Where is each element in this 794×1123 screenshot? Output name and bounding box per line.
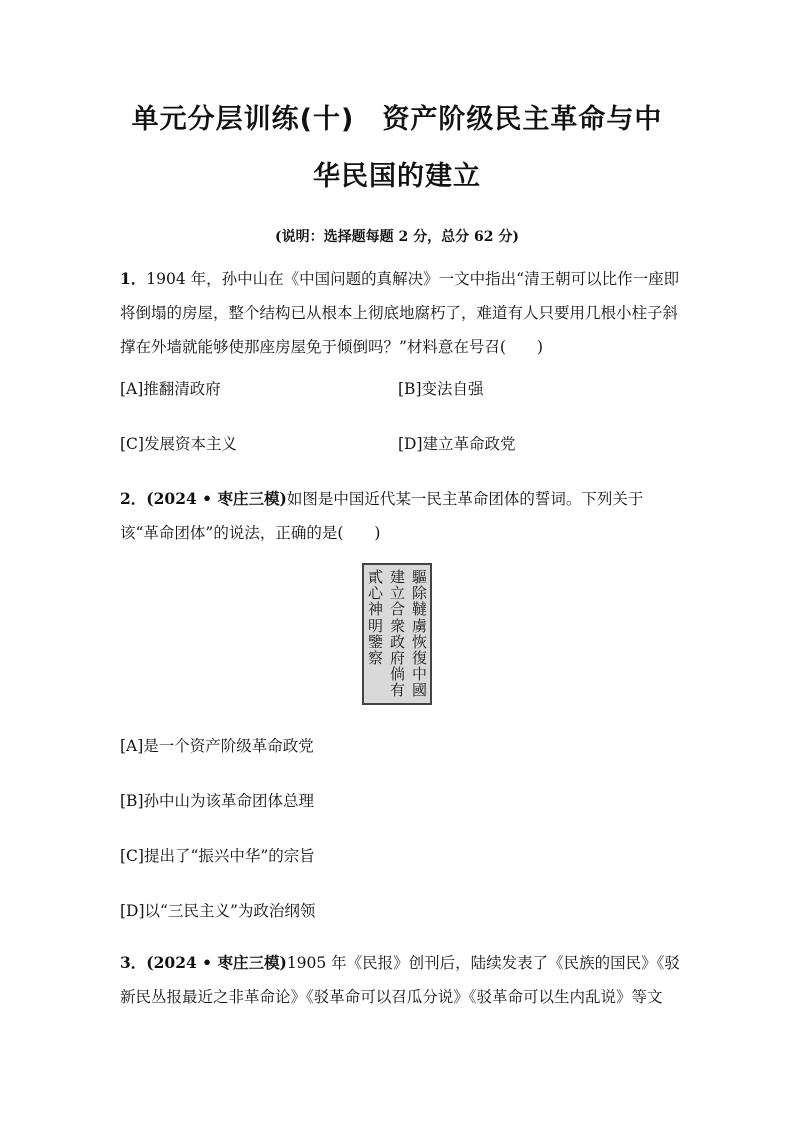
- oath-column-3: 貳心神明鑒察: [367, 568, 383, 668]
- question-1-option-d: [D]建立革命政党: [398, 435, 516, 453]
- question-3-number: 3．: [120, 953, 147, 972]
- question-3-text: 1905 年《民报》创刊后，陆续发表了《民族的国民》《驳新民丛报最近之非革命论》《驳革命可以召瓜分说》《驳革命可以生内乱说》等文: [120, 954, 680, 1006]
- question-1-option-b: [B]变法自强: [398, 380, 484, 398]
- question-1-option-a: [A]推翻清政府: [120, 380, 221, 398]
- question-2: [120, 482, 680, 550]
- question-3-source: (2024 • 枣庄三模): [146, 953, 287, 972]
- question-2-number: 2．: [120, 489, 147, 508]
- question-1-number: 1．: [120, 269, 147, 288]
- scoring-note: (说明：选择题每题 2 分，总分 62 分): [275, 229, 519, 245]
- oath-inscription-image: [362, 563, 432, 705]
- question-1-text: 1904 年，孙中山在《中国问题的真解决》一文中指出“清王朝可以比作一座即将倒塌的房屋，整个结构已从根本上彻底地腐朽了，难道有人只要用几根小柱子斜撑在外墙就能够使那座房屋免于倾倒吗？”材料意在号召( ): [120, 270, 680, 356]
- question-1-option-c: [C]发展资本主义: [120, 435, 237, 453]
- document-title-line-1: 单元分层训练(十) 资产阶级民主革命与中: [131, 104, 663, 135]
- oath-column-2: 建立合衆政府倘有: [389, 568, 405, 700]
- oath-column-1: 驅除韃虜恢復中國: [411, 568, 427, 700]
- question-2-text: 如图是中国近代某一民主革命团体的誓词。下列关于该“革命团体”的说法，正确的是( ): [120, 490, 644, 542]
- question-3: [120, 946, 680, 1014]
- question-2-option-d: [D]以“三民主义”为政治纲领: [120, 902, 316, 920]
- question-2-option-a: [A]是一个资产阶级革命政党: [120, 737, 314, 755]
- question-2-source: (2024 • 枣庄三模): [146, 489, 287, 508]
- question-2-option-c: [C]提出了“振兴中华”的宗旨: [120, 847, 315, 865]
- question-1: [120, 262, 680, 364]
- question-2-option-b: [B]孙中山为该革命团体总理: [120, 792, 314, 810]
- document-title-line-2: 华民国的建立: [313, 161, 481, 192]
